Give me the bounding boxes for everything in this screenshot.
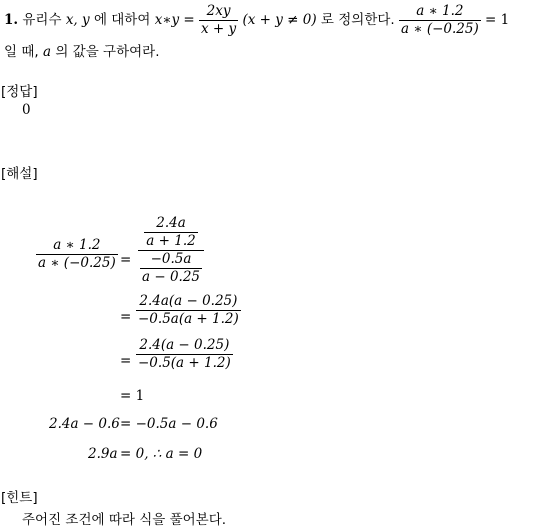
problem-var-a: a	[42, 44, 52, 60]
solution-line-6-lhs: 2.9a	[88, 446, 118, 462]
given-condition-rhs: = 1	[485, 11, 510, 28]
solution-line-6-rhs: = 0, ∴ a = 0	[120, 446, 203, 462]
explanation-label: [해설]	[1, 166, 38, 182]
step-3-denominator: −0.5(a + 1.2)	[138, 354, 231, 371]
solution-equals-3: =	[120, 353, 132, 369]
compound-denominator	[138, 250, 204, 285]
answer-value: 0	[22, 102, 31, 118]
solution-lhs-denominator: a ∗ (−0.25)	[38, 254, 116, 271]
step-2-numerator: 2.4a(a − 0.25)	[139, 293, 238, 309]
problem-number: 1.	[4, 11, 19, 28]
solution-equals-1: =	[120, 252, 132, 268]
problem-text-5: 의 값을 구하여라.	[55, 44, 160, 60]
problem-vars: x, y	[65, 11, 90, 28]
answer-label: [정답]	[1, 84, 38, 100]
solution-step-4: = 1	[120, 388, 145, 404]
solution-line-5-lhs: 2.4a − 0.6	[49, 416, 120, 432]
compound-numerator	[142, 216, 199, 250]
step-2-denominator: −0.5a(a + 1.2)	[138, 310, 239, 327]
step-3-numerator: 2.4(a − 0.25)	[139, 337, 230, 353]
solution-step-1	[138, 216, 204, 284]
problem-line-1	[4, 4, 509, 37]
problem-line-2	[4, 40, 160, 60]
problem-text-4: 일 때,	[4, 44, 39, 60]
operator-def-numerator: 2xy	[206, 3, 231, 19]
solution-lhs-fraction	[36, 238, 118, 271]
operator-def-lhs: x∗y =	[154, 11, 195, 28]
solution-line-5-rhs: = −0.5a − 0.6	[120, 416, 218, 432]
compound-numerator-bottom: a + 1.2	[146, 232, 196, 249]
problem-text-1: 유리수	[22, 11, 62, 28]
operator-def-fraction	[199, 4, 238, 37]
solution-lhs-numerator: a ∗ 1.2	[53, 237, 101, 253]
solution-lhs	[36, 238, 118, 271]
problem-text-2: 에 대하여	[93, 11, 151, 28]
operator-def-condition: (x + y ≠ 0)	[242, 11, 317, 28]
given-condition-denominator: a ∗ (−0.25)	[401, 20, 479, 37]
solution-step-2	[136, 294, 241, 327]
solution-step-3	[136, 338, 233, 371]
compound-numerator-top: 2.4a	[156, 215, 186, 231]
hint-text: 주어진 조건에 따라 식을 풀어본다.	[22, 512, 227, 528]
given-condition-fraction	[399, 4, 481, 37]
compound-fraction	[138, 216, 204, 284]
solution-equals-2: =	[120, 309, 132, 325]
operator-def-denominator: x + y	[201, 20, 237, 37]
hint-label: [힌트]	[1, 490, 38, 506]
compound-denominator-bottom: a − 0.25	[142, 268, 201, 285]
given-condition-numerator: a ∗ 1.2	[416, 3, 464, 19]
compound-denominator-top: −0.5a	[150, 250, 192, 267]
problem-text-3: 로 정의한다.	[320, 11, 395, 28]
